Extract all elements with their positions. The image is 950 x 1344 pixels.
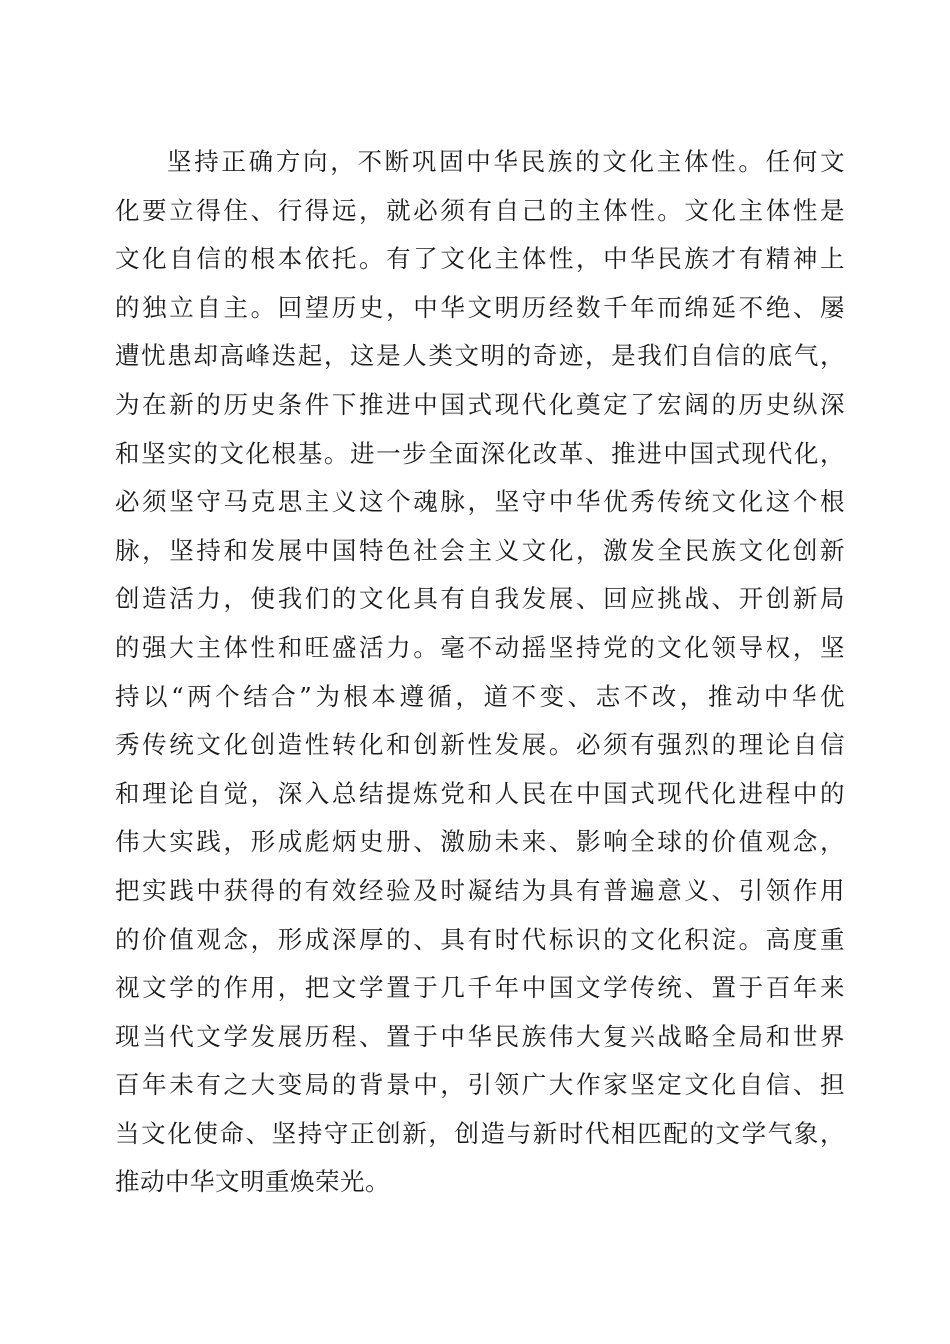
paragraph-line: 和理论自觉，深入总结提炼党和人民在中国式现代化进程中的 bbox=[115, 778, 845, 808]
paragraph-line: 百年未有之大变局的背景中，引领广大作家坚定文化自信、担 bbox=[115, 1070, 845, 1100]
paragraph-line: 伟大实践，形成彪炳史册、激励未来、影响全球的价值观念， bbox=[115, 827, 845, 857]
paragraph-line: 化要立得住、行得远，就必须有自己的主体性。文化主体性是 bbox=[115, 195, 845, 225]
paragraph-line: 为在新的历史条件下推进中国式现代化奠定了宏阔的历史纵深 bbox=[115, 389, 845, 419]
paragraph-line: 推动中华文明重焕荣光。 bbox=[115, 1167, 390, 1197]
paragraph-line: 的独立自主。回望历史，中华文明历经数千年而绵延不绝、屡 bbox=[115, 292, 845, 322]
paragraph-line: 现当代文学发展历程、置于中华民族伟大复兴战略全局和世界 bbox=[115, 1021, 845, 1051]
paragraph-line: 遭忧患却高峰迭起，这是人类文明的奇迹，是我们自信的底气， bbox=[115, 341, 845, 371]
paragraph-line: 坚持正确方向，不断巩固中华民族的文化主体性。任何文 bbox=[167, 147, 845, 176]
body-paragraph bbox=[115, 138, 845, 1207]
paragraph-line: 文化自信的根本依托。有了文化主体性，中华民族才有精神上 bbox=[115, 244, 845, 274]
paragraph-line: 视文学的作用，把文学置于几千年中国文学传统、置于百年来 bbox=[115, 973, 845, 1003]
paragraph-line: 必须坚守马克思主义这个魂脉，坚守中华优秀传统文化这个根 bbox=[115, 487, 845, 517]
paragraph-line: 和坚实的文化根基。进一步全面深化改革、推进中国式现代化， bbox=[115, 438, 845, 468]
paragraph-line: 秀传统文化创造性转化和创新性发展。必须有强烈的理论自信 bbox=[115, 730, 845, 760]
paragraph-line: 当文化使命、坚持守正创新，创造与新时代相匹配的文学气象， bbox=[115, 1118, 845, 1148]
paragraph-line: 把实践中获得的有效经验及时凝结为具有普遍意义、引领作用 bbox=[115, 875, 845, 905]
paragraph-line: 创造活力，使我们的文化具有自我发展、回应挑战、开创新局 bbox=[115, 584, 845, 614]
paragraph-line: 持以“两个结合”为根本遵循，道不变、志不改，推动中华优 bbox=[115, 681, 845, 711]
paragraph-line: 的强大主体性和旺盛活力。毫不动摇坚持党的文化领导权，坚 bbox=[115, 632, 845, 662]
paragraph-line: 的价值观念，形成深厚的、具有时代标识的文化积淀。高度重 bbox=[115, 924, 845, 954]
paragraph-line: 脉，坚持和发展中国特色社会主义文化，激发全民族文化创新 bbox=[115, 535, 845, 565]
